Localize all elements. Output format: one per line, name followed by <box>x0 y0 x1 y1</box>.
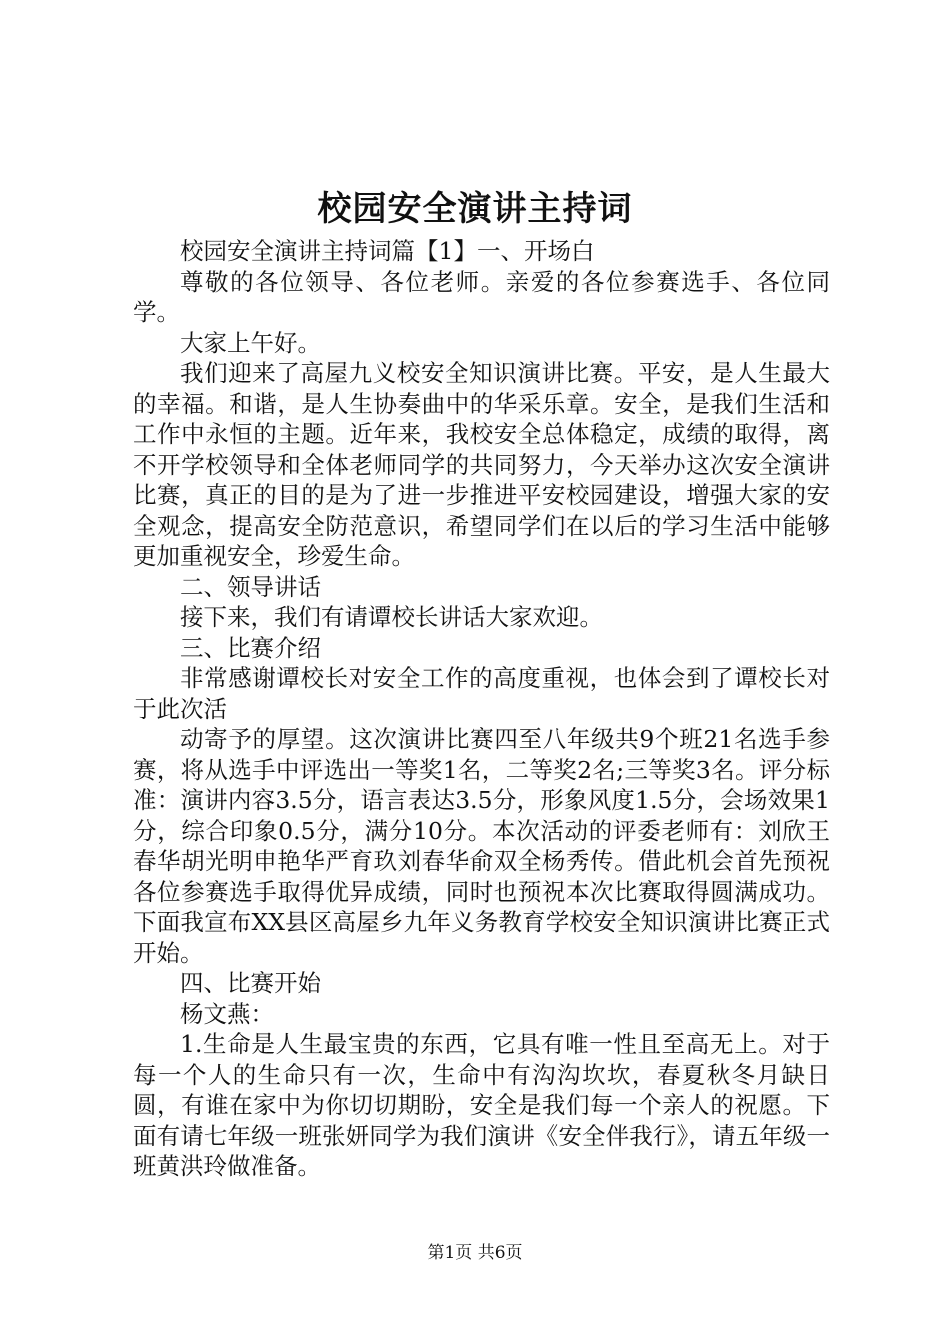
paragraph-good-morning: 大家上午好。 <box>180 328 321 357</box>
page-number-footer: 第1页 共6页 <box>427 1243 523 1263</box>
paragraph-contest-intro: 动寄予的厚望。这次演讲比赛四至八年级共9个班21名选手参赛，将从选手中评选出一等奖1名，二等奖2名;三等奖3名。评分标准：演讲内容3.5分，语言表达3.5分，形象风度1.5分，会场效果1分，综合印象0.5分，满分10分。本次活动的评委老师有：刘欣王春华胡光明申艳华严育玖刘春华俞双全杨秀传。借此机会首先预祝各位参赛选手取得优异成绩，同时也预祝本次比赛取得圆满成功。下面我宣布XX县区高屋乡九年义务教育学校安全知识演讲比赛正式开始。 <box>133 725 830 967</box>
section-heading-4: 四、比赛开始 <box>180 969 321 997</box>
document-body <box>133 236 830 1182</box>
section-heading-2: 二、领导讲话 <box>180 572 321 601</box>
paragraph-thanks: 非常感谢谭校长对安全工作的高度重视，也体会到了谭校长对于此次活 <box>133 664 830 723</box>
paragraph-item-1: 1.生命是人生最宝贵的东西，它具有唯一性且至高无上。对于每一个人的生命只有一次，生命中有沟沟坎坎，春夏秋冬月缺日圆，有谁在家中为你切切期盼，安全是我们每一个亲人的祝愿。下面有请七年级一班张妍同学为我们演讲《安全伴我行》，请五年级一班黄洪玲做准备。 <box>133 1030 830 1180</box>
paragraph-host-name: 杨文燕： <box>180 999 274 1028</box>
paragraph-heading-1: 校园安全演讲主持词篇【1】一、开场白 <box>180 237 595 265</box>
paragraph-greeting: 尊敬的各位领导、各位老师。亲爱的各位参赛选手、各位同学。 <box>133 267 830 326</box>
section-heading-3: 三、比赛介绍 <box>180 633 321 662</box>
paragraph-opening: 我们迎来了高屋九义校安全知识演讲比赛。平安，是人生最大的幸福。和谐，是人生协奏曲中的华采乐章。安全，是我们生活和工作中永恒的主题。近年来，我校安全总体稳定，成绩的取得，离不开学校领导和全体老师同学的共同努力，今天举办这次安全演讲比赛，真正的目的是为了进一步推进平安校园建设，增强大家的安全观念，提高安全防范意识，希望同学们在以后的学习生活中能够更加重视安全，珍爱生命。 <box>133 359 830 570</box>
document-title: 校园安全演讲主持词 <box>317 189 633 229</box>
paragraph-leader-speech: 接下来，我们有请谭校长讲话大家欢迎。 <box>180 603 603 631</box>
